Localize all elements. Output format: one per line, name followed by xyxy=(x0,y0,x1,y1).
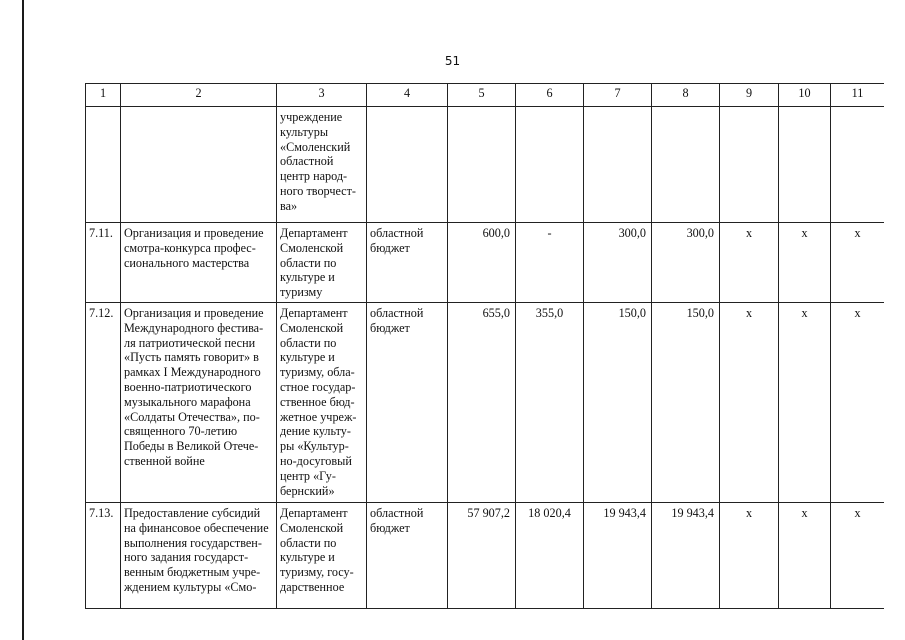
executor-text: учреждение культуры «Смоленский областной центр народ- ного творчест- ва» xyxy=(280,110,356,213)
page-number: 51 xyxy=(444,54,461,68)
cell-col10: х xyxy=(779,303,831,503)
program-activities-table xyxy=(85,83,884,609)
binding-margin-line xyxy=(22,0,24,640)
cell-source xyxy=(367,303,448,503)
source-text: областной бюджет xyxy=(370,226,424,255)
cell-col9: х xyxy=(720,503,779,609)
column-header: 4 xyxy=(367,84,448,107)
cell-executor xyxy=(277,107,367,223)
activity-text: Организация и проведение Международного фестива- ля патриотической песни «Пусть память говорит» в рамках I Международного военно-патриотического музыкального марафона «Солдаты Отечества», по- священного 70-летию Победы в Великой Отече- ственной войне xyxy=(124,306,264,468)
cell-activity xyxy=(121,223,277,303)
cell-activity xyxy=(121,107,277,223)
source-text: областной бюджет xyxy=(370,306,424,335)
cell-number xyxy=(86,107,121,223)
table-row xyxy=(86,303,885,503)
cell-col10: х xyxy=(779,503,831,609)
column-header: 9 xyxy=(720,84,779,107)
cell-col10: х xyxy=(779,223,831,303)
cell-col10 xyxy=(779,107,831,223)
cell-year2 xyxy=(584,107,652,223)
column-header: 6 xyxy=(516,84,584,107)
cell-year1: 18 020,4 xyxy=(516,503,584,609)
source-text: областной бюджет xyxy=(370,506,424,535)
cell-year1 xyxy=(516,107,584,223)
cell-year3: 150,0 xyxy=(652,303,720,503)
cell-year3 xyxy=(652,107,720,223)
cell-executor xyxy=(277,503,367,609)
table-row-continuation xyxy=(86,107,885,223)
column-header: 5 xyxy=(448,84,516,107)
cell-activity xyxy=(121,303,277,503)
table-row xyxy=(86,503,885,609)
cell-total xyxy=(448,107,516,223)
column-header: 7 xyxy=(584,84,652,107)
activity-text: Предоставление субсидий на финансовое обеспечение выполнения государствен- ного задания государст- венным бюджетным учре- ждением культуры «Смо- xyxy=(124,506,269,594)
cell-col11: х xyxy=(831,503,885,609)
program-table-container xyxy=(85,83,884,613)
cell-col9: х xyxy=(720,303,779,503)
cell-number: 7.13. xyxy=(86,503,121,609)
column-header: 10 xyxy=(779,84,831,107)
column-header: 2 xyxy=(121,84,277,107)
column-header: 1 xyxy=(86,84,121,107)
column-header: 3 xyxy=(277,84,367,107)
cell-executor xyxy=(277,223,367,303)
cell-source xyxy=(367,223,448,303)
cell-total: 57 907,2 xyxy=(448,503,516,609)
executor-text: Департамент Смоленской области по культуре и туризму, госу- дарственное xyxy=(280,506,354,594)
cell-col11: х xyxy=(831,223,885,303)
cell-year1: 355,0 xyxy=(516,303,584,503)
cell-source xyxy=(367,107,448,223)
executor-text: Департамент Смоленской области по культуре и туризму xyxy=(280,226,348,300)
cell-total: 655,0 xyxy=(448,303,516,503)
executor-text: Департамент Смоленской области по культуре и туризму, обла- стное государ- ственное бюд- жетное учреж- дение культу- ры «Культур- но-досуговый центр «Гу- бернский» xyxy=(280,306,357,498)
cell-number: 7.12. xyxy=(86,303,121,503)
cell-col9: х xyxy=(720,223,779,303)
cell-year3: 19 943,4 xyxy=(652,503,720,609)
table-row xyxy=(86,223,885,303)
column-header: 8 xyxy=(652,84,720,107)
cell-total: 600,0 xyxy=(448,223,516,303)
cell-year3: 300,0 xyxy=(652,223,720,303)
cell-year2: 300,0 xyxy=(584,223,652,303)
cell-col11 xyxy=(831,107,885,223)
cell-year2: 19 943,4 xyxy=(584,503,652,609)
cell-source xyxy=(367,503,448,609)
column-number-header-row xyxy=(86,84,885,107)
activity-text: Организация и проведение смотра-конкурса профес- сионального мастерства xyxy=(124,226,264,270)
cell-col11: х xyxy=(831,303,885,503)
cell-col9 xyxy=(720,107,779,223)
cell-year1: - xyxy=(516,223,584,303)
cell-number: 7.11. xyxy=(86,223,121,303)
cell-activity xyxy=(121,503,277,609)
column-header: 11 xyxy=(831,84,885,107)
cell-executor xyxy=(277,303,367,503)
cell-year2: 150,0 xyxy=(584,303,652,503)
